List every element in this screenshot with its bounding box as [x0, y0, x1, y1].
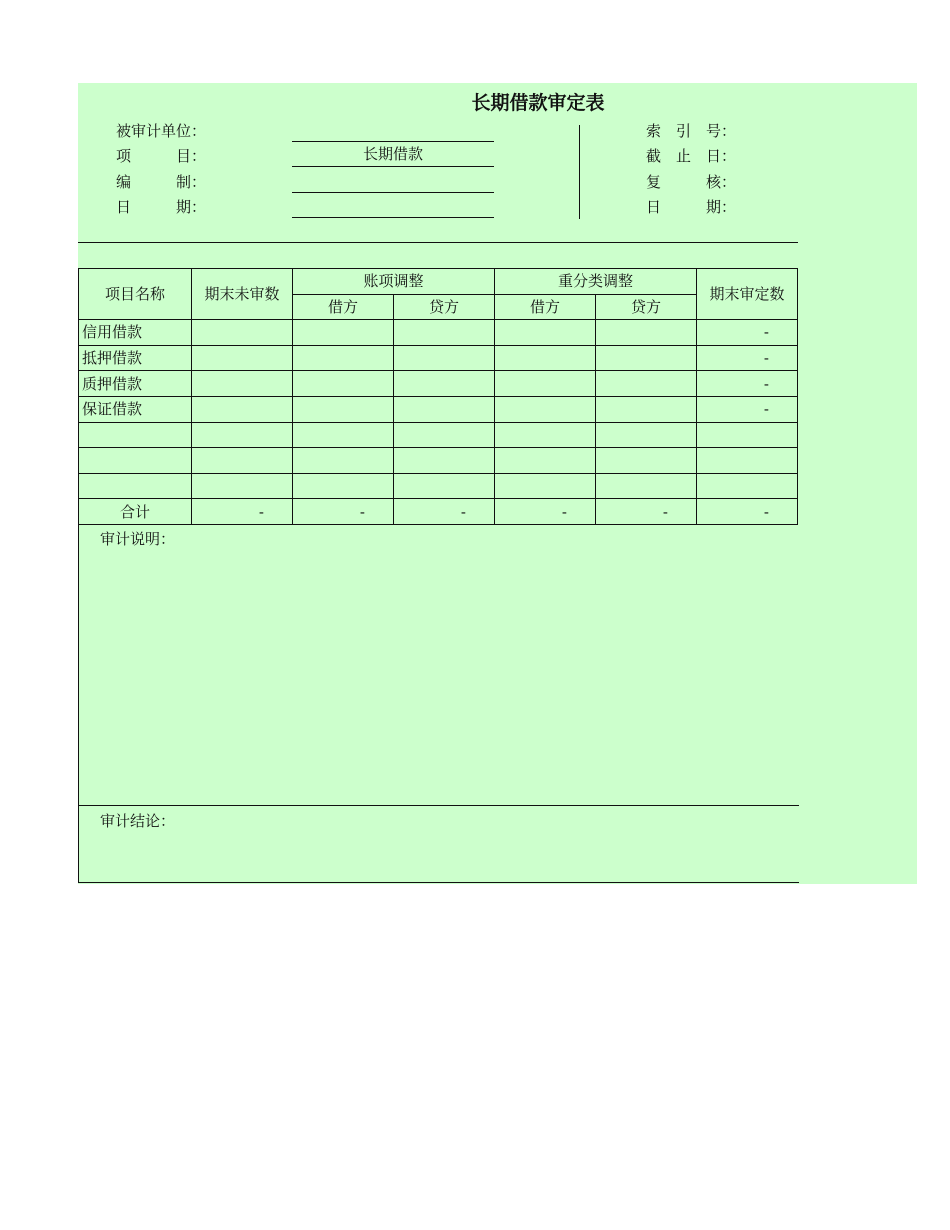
col-header-reclassification: 重分类调整 — [495, 269, 697, 295]
header-separator — [78, 242, 798, 243]
worksheet — [78, 83, 917, 884]
audit-notes-area[interactable] — [78, 524, 799, 806]
col-header-audited: 期末审定数 — [697, 269, 798, 320]
total-unaudited[interactable]: - — [192, 499, 293, 525]
row-name-cell[interactable]: 保证借款 — [79, 396, 192, 422]
row-cell-unaudited[interactable] — [192, 473, 293, 499]
row-cell-unaudited[interactable] — [192, 396, 293, 422]
total-re-debit[interactable]: - — [495, 499, 596, 525]
table-row — [79, 448, 798, 474]
row-cell-re-credit[interactable] — [596, 345, 697, 371]
row-name-cell[interactable]: 抵押借款 — [79, 345, 192, 371]
row-cell-audited[interactable]: - — [697, 371, 798, 397]
row-cell-re-credit[interactable] — [596, 371, 697, 397]
row-cell-adj-debit[interactable] — [293, 371, 394, 397]
row-cell-adj-credit[interactable] — [394, 345, 495, 371]
row-cell-unaudited[interactable] — [192, 448, 293, 474]
row-name-cell[interactable] — [79, 422, 192, 448]
row-cell-adj-debit[interactable] — [293, 320, 394, 346]
item-field[interactable]: 长期借款 — [292, 142, 494, 167]
row-cell-re-debit[interactable] — [495, 320, 596, 346]
row-name-cell[interactable] — [79, 473, 192, 499]
row-cell-re-credit[interactable] — [596, 448, 697, 474]
table-row — [79, 345, 798, 371]
audit-conclusion-label: 审计结论： — [100, 812, 176, 830]
row-cell-adj-credit[interactable] — [394, 320, 495, 346]
prep-date-field[interactable] — [292, 193, 494, 218]
row-cell-re-debit[interactable] — [495, 371, 596, 397]
total-adj-credit[interactable]: - — [394, 499, 495, 525]
audit-table — [78, 268, 798, 525]
row-cell-audited[interactable] — [697, 448, 798, 474]
row-cell-adj-credit[interactable] — [394, 448, 495, 474]
row-cell-re-debit[interactable] — [495, 345, 596, 371]
row-cell-re-debit[interactable] — [495, 422, 596, 448]
total-adj-debit[interactable]: - — [293, 499, 394, 525]
audited-entity-label: 被审计单位： — [116, 122, 207, 140]
row-cell-adj-debit[interactable] — [293, 422, 394, 448]
row-cell-audited[interactable]: - — [697, 345, 798, 371]
row-cell-adj-debit[interactable] — [293, 345, 394, 371]
row-cell-adj-credit[interactable] — [394, 371, 495, 397]
review-date-label: 日 期： — [646, 198, 737, 216]
cutoff-date-label: 截 止 日： — [646, 147, 737, 165]
index-no-label: 索 引 号： — [646, 122, 737, 140]
row-cell-adj-debit[interactable] — [293, 396, 394, 422]
row-cell-unaudited[interactable] — [192, 320, 293, 346]
preparer-field[interactable] — [292, 168, 494, 193]
total-re-credit[interactable]: - — [596, 499, 697, 525]
row-cell-re-debit[interactable] — [495, 448, 596, 474]
total-label: 合计 — [79, 499, 192, 525]
table-row — [79, 422, 798, 448]
row-cell-re-credit[interactable] — [596, 473, 697, 499]
audit-notes-label: 审计说明： — [100, 530, 176, 548]
audit-conclusion-area[interactable] — [78, 806, 799, 883]
row-cell-adj-credit[interactable] — [394, 396, 495, 422]
row-cell-adj-debit[interactable] — [293, 473, 394, 499]
row-cell-audited[interactable] — [697, 422, 798, 448]
row-cell-re-debit[interactable] — [495, 396, 596, 422]
row-cell-unaudited[interactable] — [192, 422, 293, 448]
col-header-item: 项目名称 — [79, 269, 192, 320]
row-cell-re-credit[interactable] — [596, 396, 697, 422]
col-header-unaudited: 期末未审数 — [192, 269, 293, 320]
row-cell-adj-debit[interactable] — [293, 448, 394, 474]
row-cell-audited[interactable]: - — [697, 320, 798, 346]
row-cell-adj-credit[interactable] — [394, 422, 495, 448]
table-row — [79, 473, 798, 499]
row-cell-unaudited[interactable] — [192, 371, 293, 397]
col-header-re-credit: 贷方 — [596, 294, 697, 320]
table-row — [79, 371, 798, 397]
row-cell-re-credit[interactable] — [596, 422, 697, 448]
audited-entity-field[interactable] — [292, 117, 494, 142]
col-header-re-debit: 借方 — [495, 294, 596, 320]
table-row — [79, 396, 798, 422]
row-name-cell[interactable]: 信用借款 — [79, 320, 192, 346]
total-row — [79, 499, 798, 525]
reviewer-label: 复 核： — [646, 173, 737, 191]
header-divider — [579, 125, 580, 219]
row-name-cell[interactable] — [79, 448, 192, 474]
item-label: 项 目： — [116, 147, 207, 165]
row-cell-re-debit[interactable] — [495, 473, 596, 499]
col-header-adj-credit: 贷方 — [394, 294, 495, 320]
page-title: 长期借款审定表 — [471, 92, 605, 114]
col-header-adjustment: 账项调整 — [293, 269, 495, 295]
total-audited[interactable]: - — [697, 499, 798, 525]
row-cell-audited[interactable]: - — [697, 396, 798, 422]
row-cell-adj-credit[interactable] — [394, 473, 495, 499]
row-cell-audited[interactable] — [697, 473, 798, 499]
row-cell-unaudited[interactable] — [192, 345, 293, 371]
row-name-cell[interactable]: 质押借款 — [79, 371, 192, 397]
table-row — [79, 320, 798, 346]
preparer-label: 编 制： — [116, 173, 207, 191]
row-cell-re-credit[interactable] — [596, 320, 697, 346]
col-header-adj-debit: 借方 — [293, 294, 394, 320]
prep-date-label: 日 期： — [116, 198, 207, 216]
